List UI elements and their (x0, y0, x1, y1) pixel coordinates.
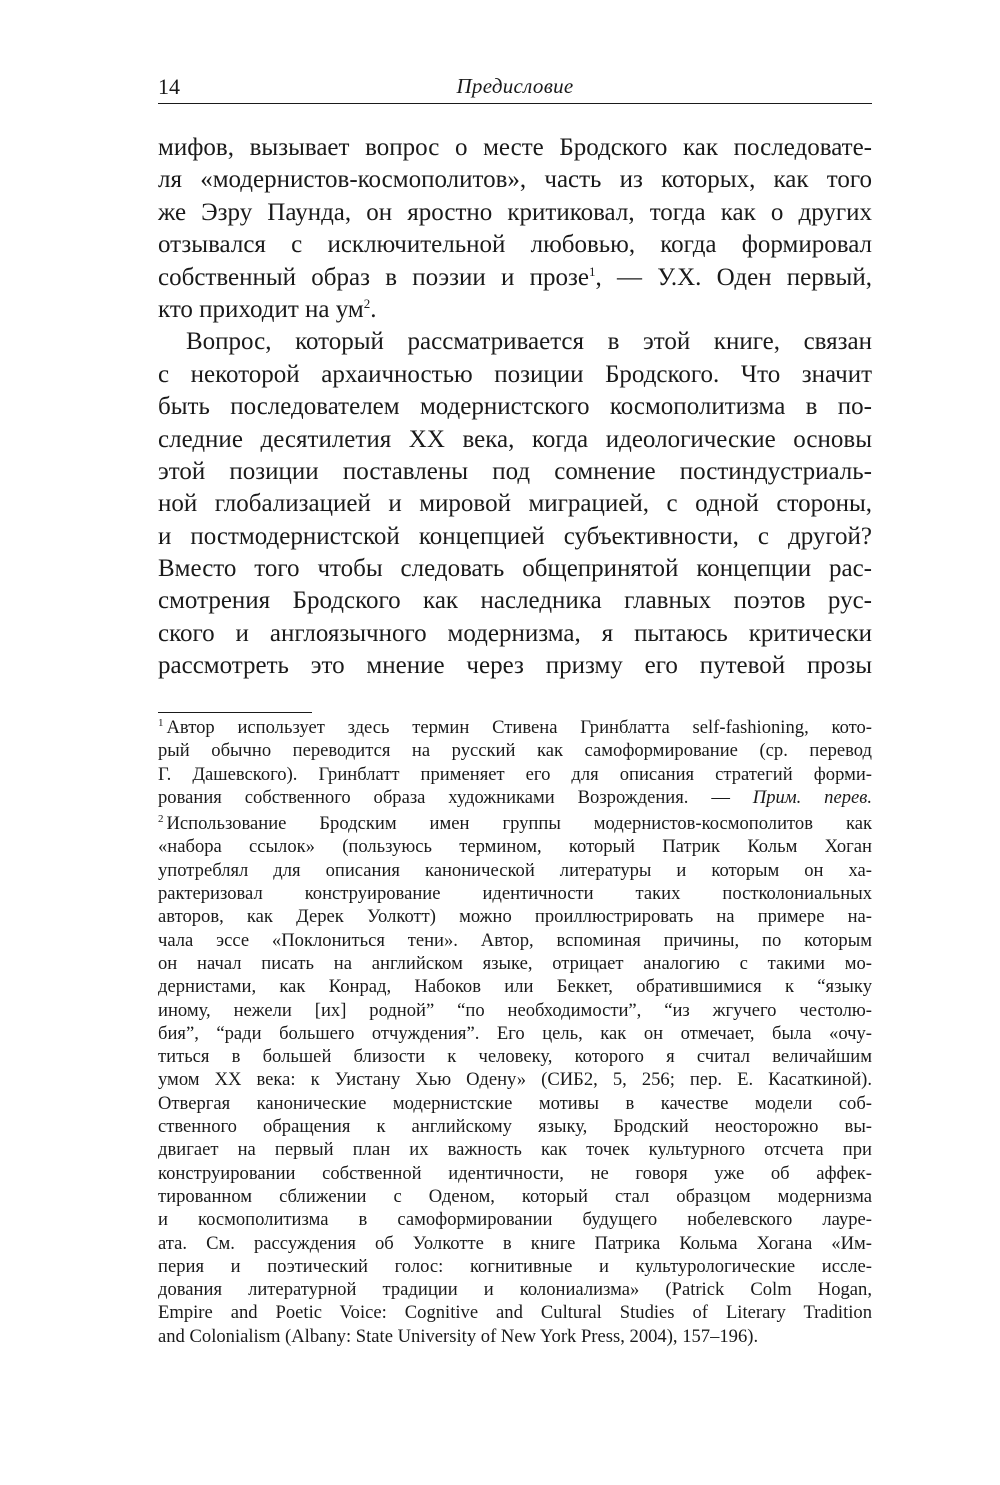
text-line: отзывался с исключительной любовью, когда формировал (158, 231, 872, 259)
footnote-line: рактеризовал конструирование идентичности таких постколониальных (158, 883, 872, 905)
text-line (158, 294, 872, 326)
text-line: следние десятилетия XX века, когда идеологические основы (158, 425, 872, 453)
footnote-line: авторов, как Дерек Уолкотт) можно проиллюстрировать на примере на- (158, 906, 872, 928)
footnote-line: он начал писать на английском языке, отрицает аналогию с такими мо- (158, 952, 872, 974)
text-line: же Эзру Паунда, он яростно критиковал, тогда как о других (158, 198, 872, 226)
text-segment: Автор использует здесь термин Стивена Гринблатта self-fashioning, кото- (166, 717, 872, 738)
text-segment: собственный образ в поэзии и прозе (158, 263, 589, 291)
footnotes (158, 716, 872, 1348)
footnote-line: ственного обращения к английскому языку, Бродский неосторожно вы- (158, 1116, 872, 1138)
text-line: и постмодернистской концепцией субъективности, с другой? (158, 522, 872, 550)
translator-note: Прим. перев. (752, 786, 872, 808)
footnote-line: титься в большей близости к человеку, которого я считал величайшим (158, 1046, 872, 1068)
text-segment: . (370, 295, 377, 323)
header-rule (158, 103, 872, 104)
footnote-line: Отвергая канонические модернистские мотивы в качестве модели соб- (158, 1092, 872, 1114)
text-line: быть последователем модернистского космополитизма в по- (158, 393, 872, 421)
footnote-line: тированном сближении с Оденом, который стал образцом модернизма (158, 1185, 872, 1207)
main-text (158, 132, 872, 683)
footnote-ref-2[interactable]: 2 (363, 295, 371, 311)
footnote-line: рый обычно переводится на русский как самоформирование (ср. перевод (158, 740, 872, 762)
footnote-line: «набора ссылок» (пользуюсь термином, который Патрик Кольм Хоган (158, 836, 872, 858)
footnote-separator (158, 712, 312, 713)
footnote-line (158, 812, 872, 835)
footnote-line: иному, нежели [их] родной” “по необходимости”, “из жгучего честолю- (158, 999, 872, 1021)
text-segment: , — У.Х. Оден первый, (595, 263, 872, 291)
footnote-line: дования литературной традиции и колониализма» (Patrick Colm Hogan, (158, 1279, 872, 1301)
page-number: 14 (158, 74, 180, 99)
page-header (158, 72, 872, 104)
footnote-line: двигает на первый план их важность как точек культурного отсчета при (158, 1139, 872, 1161)
text-line: смотрения Бродского как наследника главных поэтов рус- (158, 587, 872, 615)
footnote-line: перия и поэтический голос: когнитивные и культурологические иссле- (158, 1255, 872, 1277)
running-title: Предисловие (456, 74, 574, 98)
text-line: ского и англоязычного модернизма, я пытаюсь критически (158, 619, 872, 647)
footnote-line: Empire and Poetic Voice: Cognitive and Cultural Studies of Literary Tradition (158, 1302, 872, 1324)
footnote-line: ата. См. рассуждения об Уолкотте в книге Патрика Кольма Хогана «Им- (158, 1232, 872, 1254)
footnote-line: чала эссе «Поклониться тени». Автор, вспоминая причины, по которым (158, 929, 872, 951)
text-line: Вместо того чтобы следовать общепринятой концепции рас- (158, 555, 872, 583)
footnote-line: and Colonialism (Albany: State University of New York Press, 2004), 157–196). (158, 1325, 759, 1347)
text-line: рассмотреть это мнение через призму его путевой прозы (158, 652, 872, 680)
text-line: мифов, вызывает вопрос о месте Бродского как последовате- (158, 134, 872, 161)
text-segment: кто приходит на ум (158, 295, 364, 323)
footnote-line: дернистами, как Конрад, Набоков или Беккет, обратившимися к “языку (158, 976, 872, 998)
footnote-line (158, 786, 872, 809)
footnote-line: бия”, “ради большего отчуждения”. Его цель, как он отмечает, была «очу- (158, 1022, 872, 1044)
text-line: ля «модернистов-космополитов», часть из которых, как того (158, 166, 872, 194)
text-line: Вопрос, который рассматривается в этой книге, связан (186, 328, 872, 356)
footnote-line (158, 716, 872, 739)
footnote-line: Г. Дашевского). Гринблатт применяет его для описания стратегий форми- (158, 763, 872, 785)
footnote-mark-1: 1 (158, 717, 164, 729)
text-line (158, 262, 872, 294)
footnote-line: умом XX века: к Уистану Хью Одену» (СИБ2, 5, 256; пер. Е. Касаткиной). (158, 1069, 872, 1091)
text-line: этой позиции поставлены под сомнение постиндустриаль- (158, 457, 872, 485)
footnote-line: употреблял для описания канонической литературы и которым он ха- (158, 859, 872, 881)
text-segment: рования собственного образа художниками Возрождения. — (158, 786, 753, 808)
text-line: ной глобализацией и мировой миграцией, с одной стороны, (158, 490, 872, 518)
footnote-ref-1[interactable]: 1 (588, 263, 596, 279)
text-line: с некоторой архаичностью позиции Бродского. Что значит (158, 360, 872, 388)
footnote-line: конструировании собственной идентичности, не говоря уже об аффек- (158, 1162, 872, 1184)
text-segment: Использование Бродским имен группы модернистов-космополитов как (166, 813, 872, 835)
footnote-line: и космополитизма в самоформировании будущего нобелевского лауре- (158, 1209, 872, 1231)
footnote-mark-2: 2 (158, 813, 164, 826)
